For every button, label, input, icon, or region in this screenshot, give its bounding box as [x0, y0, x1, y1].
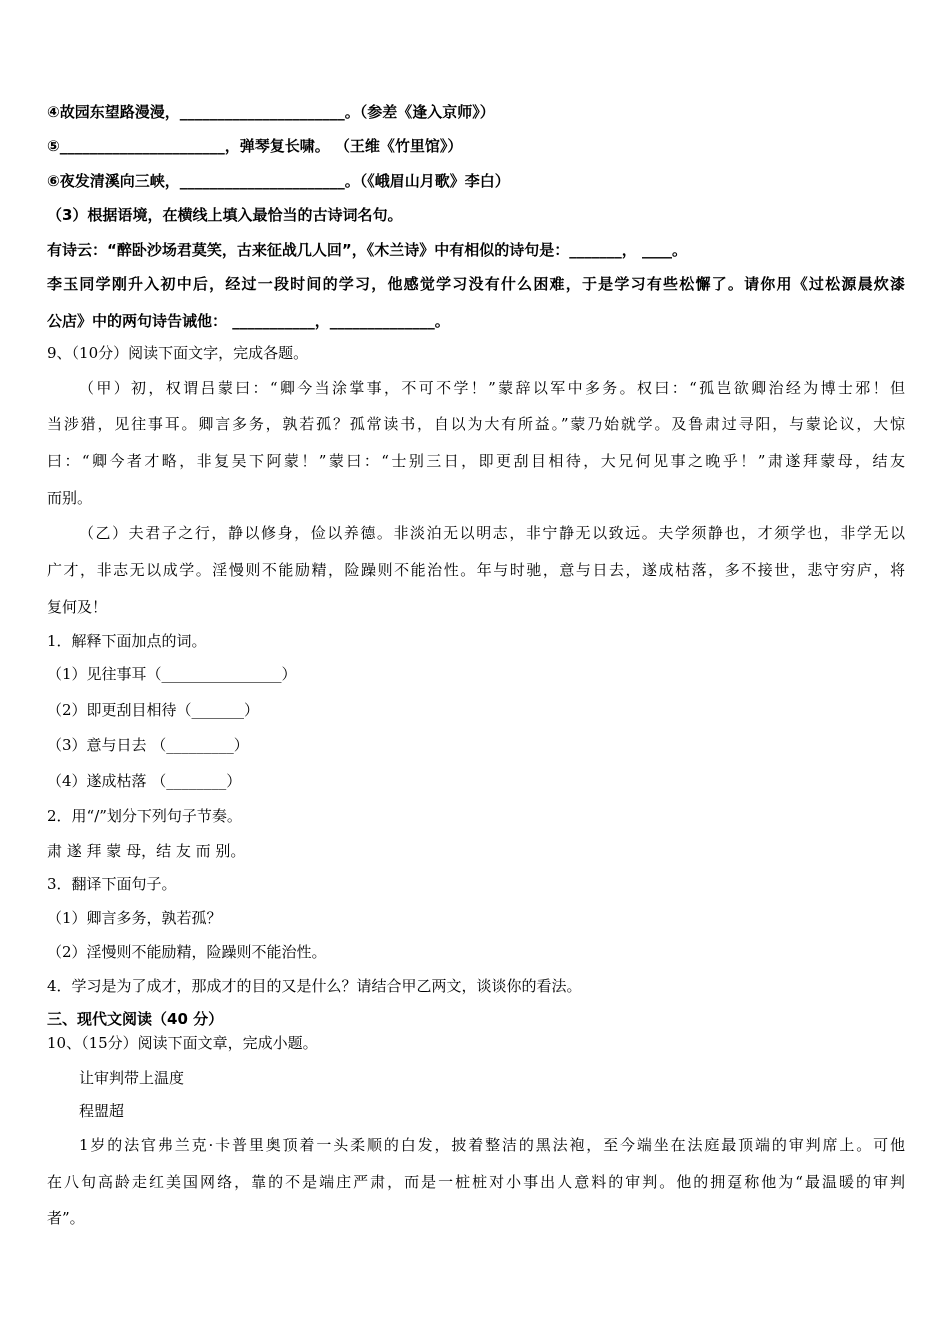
q9-yi-line2: 广才，非志无以成学。淫慢则不能励精，险躁则不能治性。年与时驰，意与日去，遂成枯落，多不接世，悲守穷庐，将 — [47, 561, 905, 579]
q9-heading: 9、（10分）阅读下面文字，完成各题。 — [47, 344, 309, 362]
q9-sub2: 2．用“/”划分下列句子节奏。 — [47, 807, 242, 825]
article-author: 程盟超 — [79, 1102, 125, 1120]
q8-3-heading: （3）根据语境，在横线上填入最恰当的古诗词名句。 — [47, 206, 403, 224]
q9-sub1: 1．解释下面加点的词。 — [47, 632, 207, 650]
q8-3-line3: 公店》中的两句诗告诫他： ___________，______________。 — [47, 312, 450, 330]
q9-sub2-sentence: 肃 遂 拜 蒙 母，结 友 而 别。 — [47, 842, 246, 860]
article-para-line3: 者”。 — [47, 1209, 85, 1227]
q9-sub3: 3．翻译下面句子。 — [47, 875, 177, 893]
article-para-line1: 1岁的法官弗兰克·卡普里奥顶着一头柔顺的白发，披着整洁的黑法袍，至今端坐在法庭最顶端的审判席上。可他 — [79, 1136, 905, 1154]
q9-sub4: 4．学习是为了成才，那成才的目的又是什么？请结合甲乙两文，谈谈你的看法。 — [47, 977, 582, 995]
q9-sub3-item2: （2）淫慢则不能励精，险躁则不能治性。 — [47, 943, 327, 961]
q9-jia-line4: 而别。 — [47, 489, 93, 507]
article-title: 让审判带上温度 — [79, 1069, 185, 1087]
q8-3-line2: 李玉同学刚升入初中后，经过一段时间的学习，他感觉学习没有什么困难，于是学习有些松懈了。请你用《过松源晨炊漆 — [47, 275, 905, 293]
q9-yi-line1: （乙）夫君子之行，静以修身，俭以养德。非淡泊无以明志，非宁静无以致远。夫学须静也，才须学也，非学无以 — [79, 524, 905, 542]
q9-jia-line1: （甲）初，权谓吕蒙曰：“卿今当涂掌事，不可不学！”蒙辞以军中多务。权曰：“孤岂欲卿治经为博士邪！但 — [79, 379, 905, 397]
q9-jia-line2: 当涉猎，见往事耳。卿言多务，孰若孤？孤常读书，自以为大有所益。”蒙乃始就学。及鲁肃过寻阳，与蒙论议，大惊 — [47, 415, 905, 433]
q9-sub1-item1: （1）见往事耳（________________） — [47, 665, 297, 683]
q9-sub1-item2: （2）即更刮目相待（_______） — [47, 701, 260, 719]
q9-jia-line3: 曰：“卿今者才略，非复吴下阿蒙！”蒙曰：“士别三日，即更刮目相待，大兄何见事之晚乎！”肃遂拜蒙母，结友 — [47, 452, 905, 470]
q10-heading: 10、（15分）阅读下面文章，完成小题。 — [47, 1034, 318, 1052]
section3-heading: 三、现代文阅读（40 分） — [47, 1010, 224, 1028]
poetry-line-6: ⑥夜发清溪向三峡，______________________。（《峨眉山月歌》李白） — [47, 172, 510, 190]
q9-yi-line3: 复何及！ — [47, 598, 108, 616]
article-para-line2: 在八旬高龄走红美国网络，靠的不是端庄严肃，而是一桩桩对小事出人意料的审判。他的拥趸称他为“最温暖的审判 — [47, 1173, 905, 1191]
poetry-line-4: ④故园东望路漫漫，______________________。（参差《逢入京师》） — [47, 103, 495, 121]
poetry-line-5: ⑤______________________，弹琴复长啸。 （王维《竹里馆》） — [47, 137, 463, 155]
q8-3-line1: 有诗云：“醉卧沙场君莫笑，古来征战几人回”，《木兰诗》中有相似的诗句是：_______， ____。 — [47, 241, 687, 259]
q9-sub1-item3: （3）意与日去 （_________） — [47, 736, 249, 754]
q9-sub1-item4: （4）遂成枯落 （________） — [47, 772, 242, 790]
q9-sub3-item1: （1）卿言多务，孰若孤？ — [47, 909, 222, 927]
